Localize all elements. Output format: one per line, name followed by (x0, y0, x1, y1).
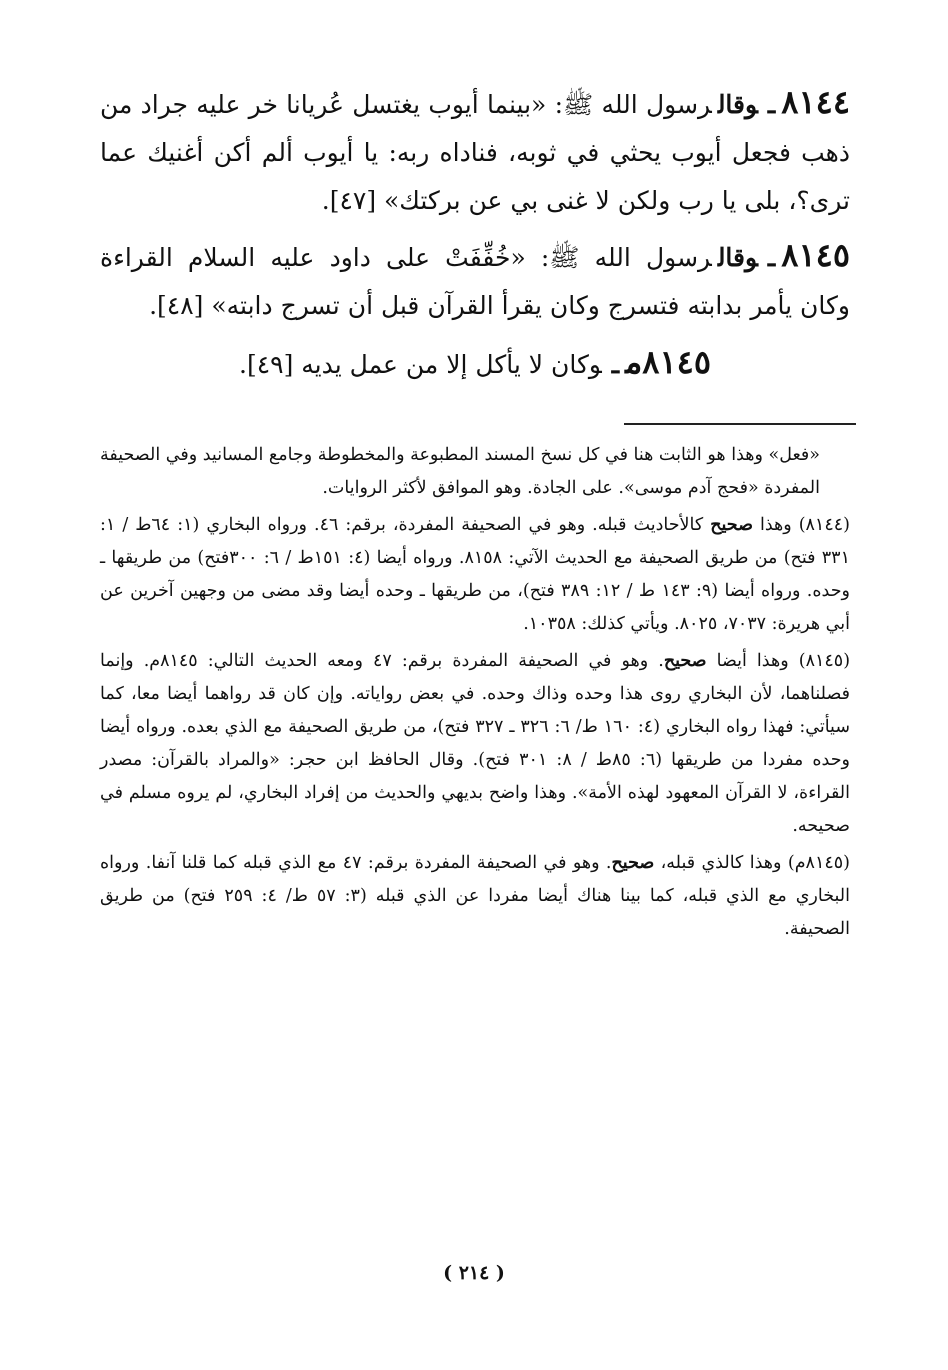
page-content (100, 78, 850, 1318)
hadith-text: رسول الله ﷺ: «بينما أيوب يغتسل عُريانا خر عليه جراد من ذهب فجعل أيوب يحثي في ثوبه، فناداه ربه: يا أيوب ألم أكن أغنيك عما ترى؟، بلى يا رب ولكن لا غنى بي عن بركتك» [٤٧]. (100, 90, 850, 215)
footnote-lead: وهذا (759, 515, 792, 535)
footnote-divider (624, 423, 856, 425)
footnote-ref: (٨١٤٥م) (787, 853, 850, 873)
footnote-text: . وهو في الصحيفة المفردة برقم: ٤٧ مع الذي قبله كما قلنا آنفا. ورواه البخاري مع الذي قبله، كما بينا هناك أيضا مفردا عن الذي قبله (٣: ٥٧ ط/ ٤: ٢٥٩ فتح) من طريق الصحيفة. (100, 853, 850, 939)
hadith-8145 (100, 231, 850, 330)
footnotes (100, 439, 850, 946)
hadith-speaker: وقال (717, 90, 758, 119)
hadith-8144 (100, 78, 850, 225)
footnote-8145 (100, 645, 850, 843)
hadith-dash: ـ (767, 243, 776, 272)
footnote-lead: وهذا كالذي قبله، (660, 853, 782, 873)
footnote-grade: صحيح (710, 515, 753, 535)
hadith-speaker: وقال (717, 243, 758, 272)
hadith-dash: ـ (767, 90, 776, 119)
hadith-number: ٨١٤٥م (625, 343, 711, 381)
footnote-grade: صحيح (611, 853, 655, 873)
footnote-8145m (100, 847, 850, 946)
footnote-text: كالأحاديث قبله. وهو في الصحيفة المفردة، برقم: ٤٦. ورواه البخاري (١: ٦٤ط / ١: ٣٣١ فتح) من طريق الصحيفة مع الحديث الآتي: ٨١٥٨. ورواه أيضا (٤: ١٥١ط / ٦: ٣٠٠فتح) من طريقها ـ وحده. ورواه أيضا (٩: ١٤٣ ط / ١٢: ٣٨٩ فتح)، من طريقها ـ وحده أيضا وقد مضى من وجهين آخرين عن أبي هريرة: ٧٠٣٧، ٨٠٢٥. ويأتي كذلك: ١٠٣٥٨. (100, 515, 850, 634)
hadith-text: رسول الله ﷺ: «خُفِّفَتْ على داود عليه السلام القراءة وكان يأمر بدابته فتسرج وكان يقرأ القرآن قبل أن تسرج دابته» [٤٨]. (100, 243, 850, 320)
footnote-ref: (٨١٤٥) (798, 651, 851, 671)
footnote-8144 (100, 509, 850, 641)
footnote-carryover: «فعل» وهذا هو الثابت هنا في كل نسخ المسند المطبوعة والمخطوطة وجامع المسانيد وفي الصحيفة المفردة «فحج آدم موسى». على الجادة. وهو الموافق لأكثر الروايات. (100, 445, 820, 498)
hadith-number: ٨١٤٤ (781, 83, 850, 121)
hadith-8145m (100, 338, 850, 389)
page-number: ( ٢١٤ ) (443, 1262, 505, 1284)
hadith-text: وكان لا يأكل إلا من عمل يديه [٤٩]. (239, 350, 602, 379)
footnote-text: . وهو في الصحيفة المفردة برقم: ٤٧ ومعه الحديث التالي: ٨١٤٥م. وإنما فصلناهما، لأن البخاري روى هذا وحده وذاك وحده. في بعض رواياته. وإن كان قد رواهما أيضا معا، كما سيأتي: فهذا رواه البخاري (٤: ١٦٠ ط/ ٦: ٣٢٦ ـ ٣٢٧ فتح)، من طريق الصحيفة مع الذي بعده. ورواه أيضا وحده مفردا من طريقها (٦: ٨٥ط / ٨: ٣٠١ فتح). وقال الحافظ ابن حجر: «والمراد بالقرآن: مصدر القراءة، لا القرآن المعهود لهذه الأمة». وهذا واضح بديهي والحديث من إفراد البخاري، لم يروه مسلم في صحيحه. (100, 651, 850, 836)
footnote-ref: (٨١٤٤) (798, 515, 850, 535)
footnote-lead: وهذا أيضا (716, 651, 789, 671)
hadith-dash: ـ (611, 350, 620, 379)
footnote-grade: صحيح (663, 651, 707, 671)
hadith-number: ٨١٤٥ (781, 236, 850, 274)
